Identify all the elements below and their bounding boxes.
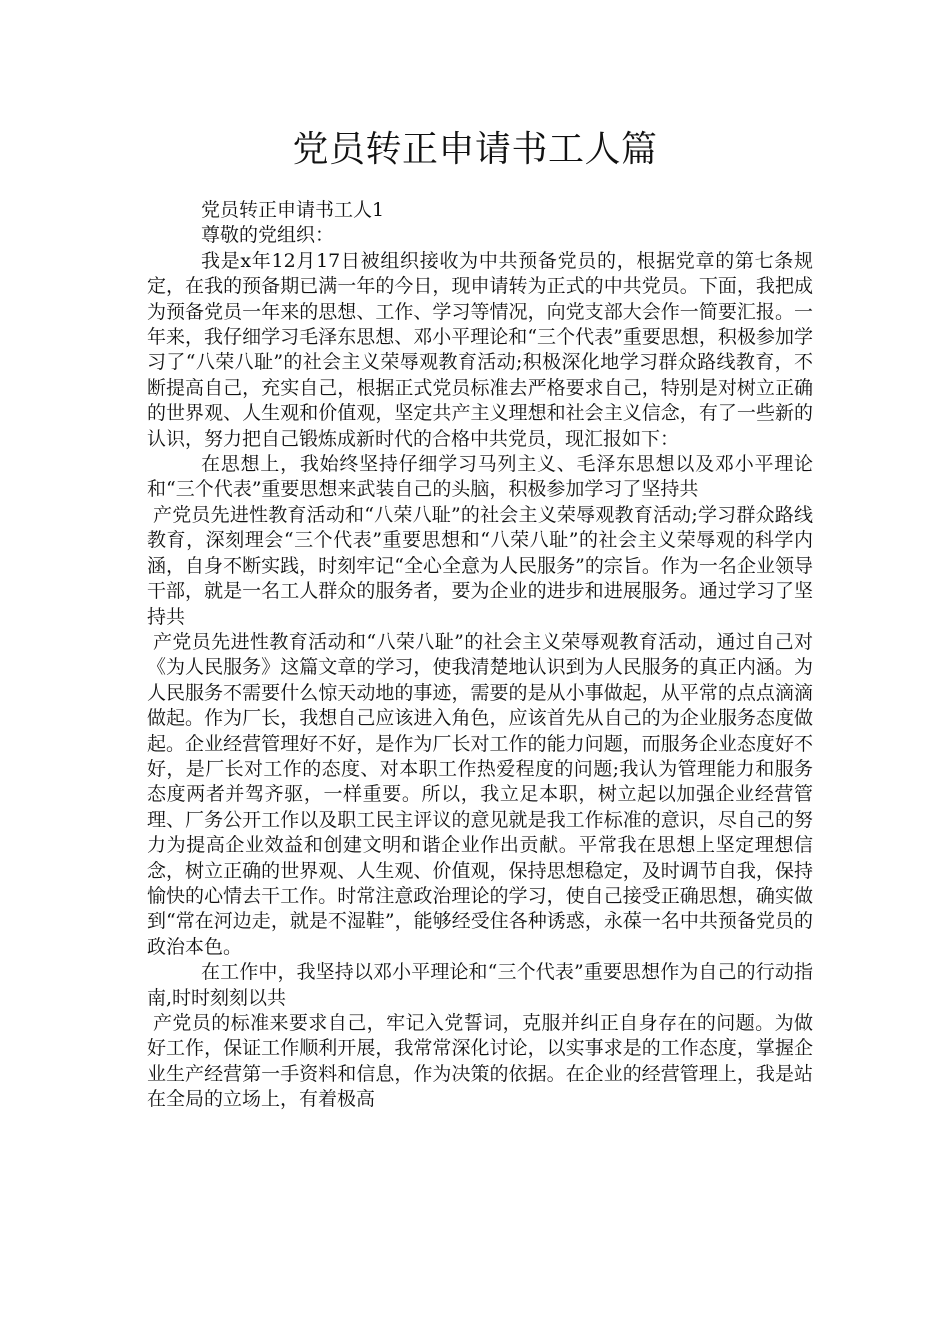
document-body xyxy=(147,198,813,1113)
paragraph-work-continued: 产党员的标准来要求自己，牢记入党誓词，克服并纠正自身存在的问题。为做好工作，保证工作顺利开展，我常常深化讨论，以实事求是的工作态度，掌握企业生产经营第一手资料和信息，作为决策的依据。在企业的经营管理上，我是站在全局的立场上，有着极高 xyxy=(147,1012,813,1111)
paragraph-salutation: 尊敬的党组织： xyxy=(201,224,335,247)
paragraph-thought-section: 在思想上，我始终坚持仔细学习马列主义、毛泽东思想以及邓小平理论和“三个代表”重要思想来武装自己的头脑，积极参加学习了坚持共 xyxy=(147,453,813,501)
paragraph-introduction: 我是x年12月17日被组织接收为中共预备党员的，根据党章的第七条规定，在我的预备期已满一年的今日，现申请转为正式的中共党员。下面，我把成为预备党员一年来的思想、工作、学习等情况，向党支部大会作一简要汇报。一年来，我仔细学习毛泽东思想、邓小平理论和“三个代表”重要思想，积极参加学习了“八荣八耻”的社会主义荣辱观教育活动;积极深化地学习群众路线教育，不断提高自己，充实自己，根据正式党员标准去严格要求自己，特别是对树立正确的世界观、人生观和价值观，坚定共产主义理想和社会主义信念，有了一些新的认识，努力把自己锻炼成新时代的合格中共党员，现汇报如下： xyxy=(147,249,813,450)
document-title: 党员转正申请书工人篇 xyxy=(292,129,658,170)
paragraph-thought-continued-2: 产党员先进性教育活动和“八荣八耻”的社会主义荣辱观教育活动，通过自己对《为人民服务》这篇文章的学习，使我清楚地认识到为人民服务的真正内涵。为人民服务不需要什么惊天动地的事迹，需要的是从小事做起，从平常的点点滴滴做起。作为厂长，我想自己应该进入角色，应该首先从自己的为企业服务态度做起。企业经营管理好不好，是作为厂长对工作的能力问题，而服务企业态度好不好，是厂长对工作的态度、对本职工作热爱程度的问题;我认为管理能力和服务态度两者并驾齐驱，一样重要。所以，我立足本职，树立起以加强企业经营管理、厂务公开工作以及职工民主评议的意见就是我工作标准的意识，尽自己的努力为提高企业效益和创建文明和谐企业作出贡献。平常我在思想上坚定理想信念，树立正确的世界观、人生观、价值观，保持思想稳定，及时调节自我，保持愉快的心情去干工作。时常注意政治理论的学习，使自己接受正确思想，确实做到“常在河边走，就是不湿鞋”，能够经受住各种诱惑，永葆一名中共预备党员的政治本色。 xyxy=(147,630,813,958)
paragraph-thought-continued-1: 产党员先进性教育活动和“八荣八耻”的社会主义荣辱观教育活动;学习群众路线教育，深刻理会“三个代表”重要思想和“八荣八耻”的社会主义荣辱观的科学内涵，自身不断实践，时刻牢记“全心全意为人民服务”的宗旨。作为一名企业领导干部，就是一名工人群众的服务者，要为企业的进步和进展服务。通过学习了坚持共 xyxy=(147,503,813,628)
paragraph-heading: 党员转正申请书工人1 xyxy=(201,199,385,221)
paragraph-work-section: 在工作中，我坚持以邓小平理论和“三个代表”重要思想作为自己的行动指南,时时刻刻以共 xyxy=(147,961,813,1009)
